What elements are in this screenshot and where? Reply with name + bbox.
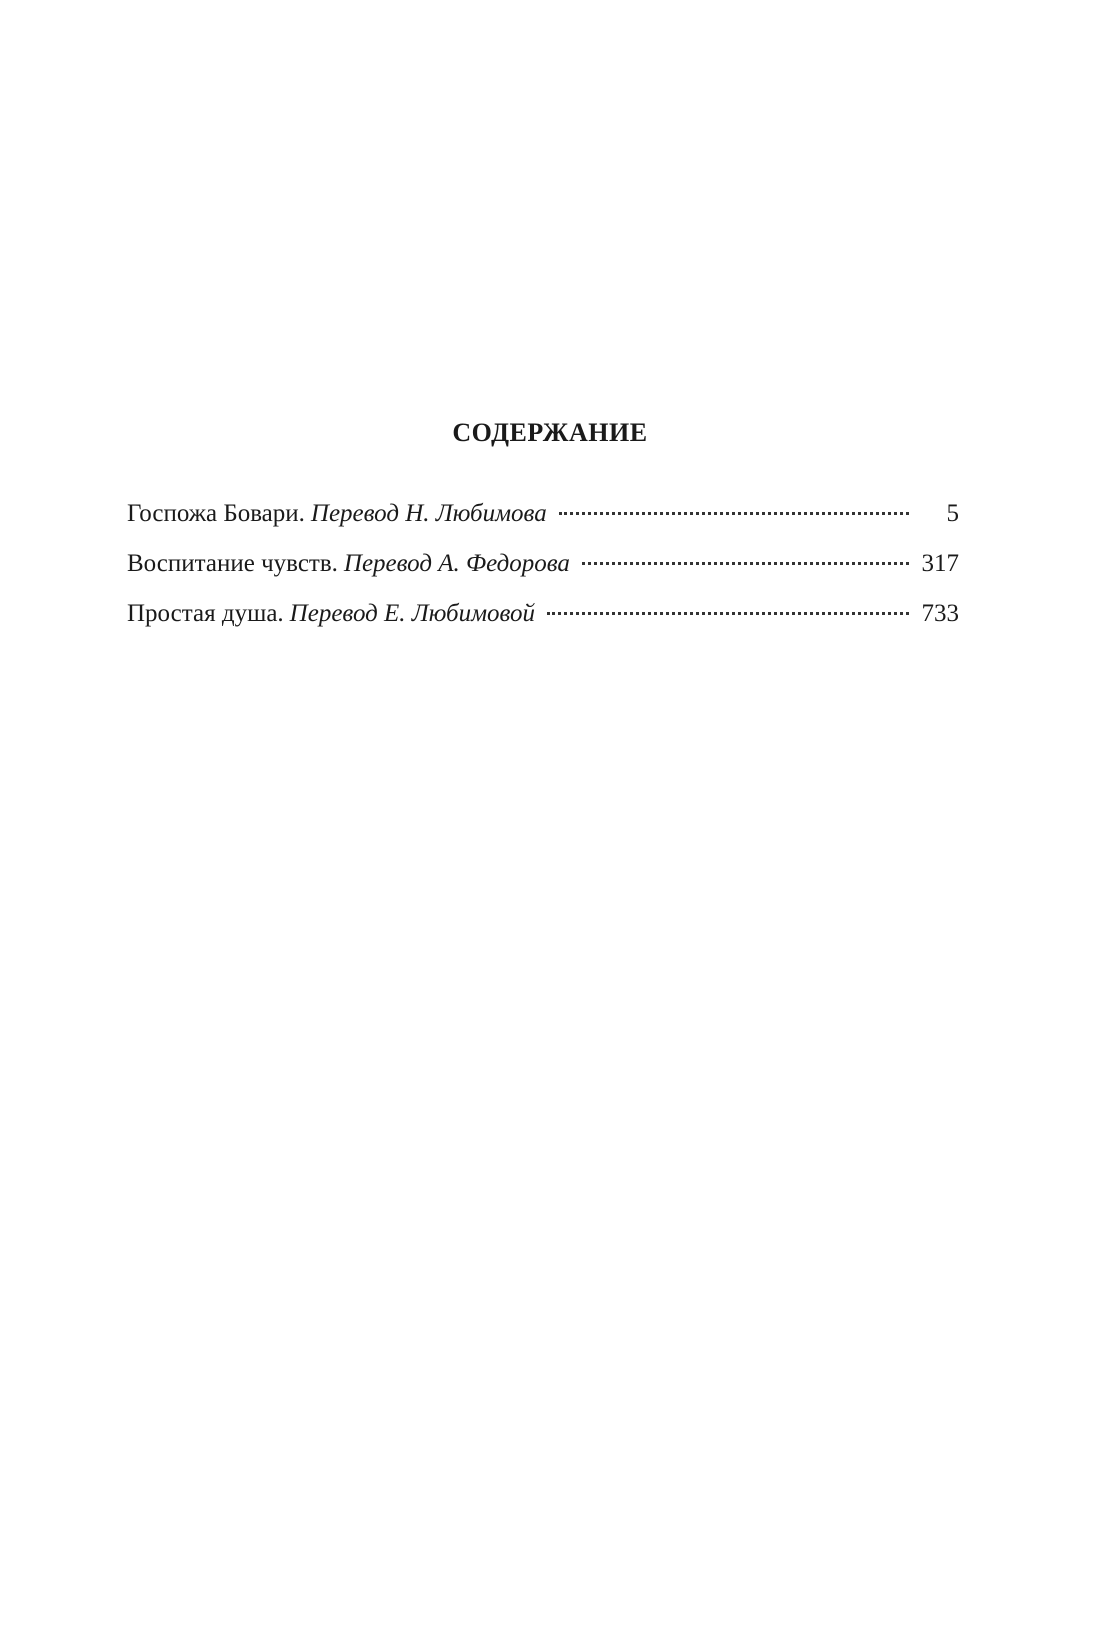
- page-number: 5: [946, 500, 959, 527]
- translator-credit: Перевод Н. Любимова: [310, 500, 547, 527]
- toc-entry: [127, 548, 959, 598]
- toc-entry: [127, 598, 959, 648]
- work-title: Госпожа Бовари.: [127, 500, 305, 527]
- dot-leader: [582, 562, 909, 565]
- work-title: Простая душа.: [127, 600, 284, 627]
- translator-credit: Перевод Е. Любимовой: [289, 600, 536, 627]
- page-title: СОДЕРЖАНИЕ: [452, 418, 648, 447]
- page-number: 733: [921, 600, 959, 627]
- dot-leader: [547, 612, 909, 615]
- dot-leader: [559, 512, 909, 515]
- translator-credit: Перевод А. Федорова: [343, 550, 570, 577]
- page-number: 317: [921, 550, 959, 577]
- table-of-contents: [127, 498, 959, 648]
- toc-entry: [127, 498, 959, 548]
- work-title: Воспитание чувств.: [127, 550, 338, 577]
